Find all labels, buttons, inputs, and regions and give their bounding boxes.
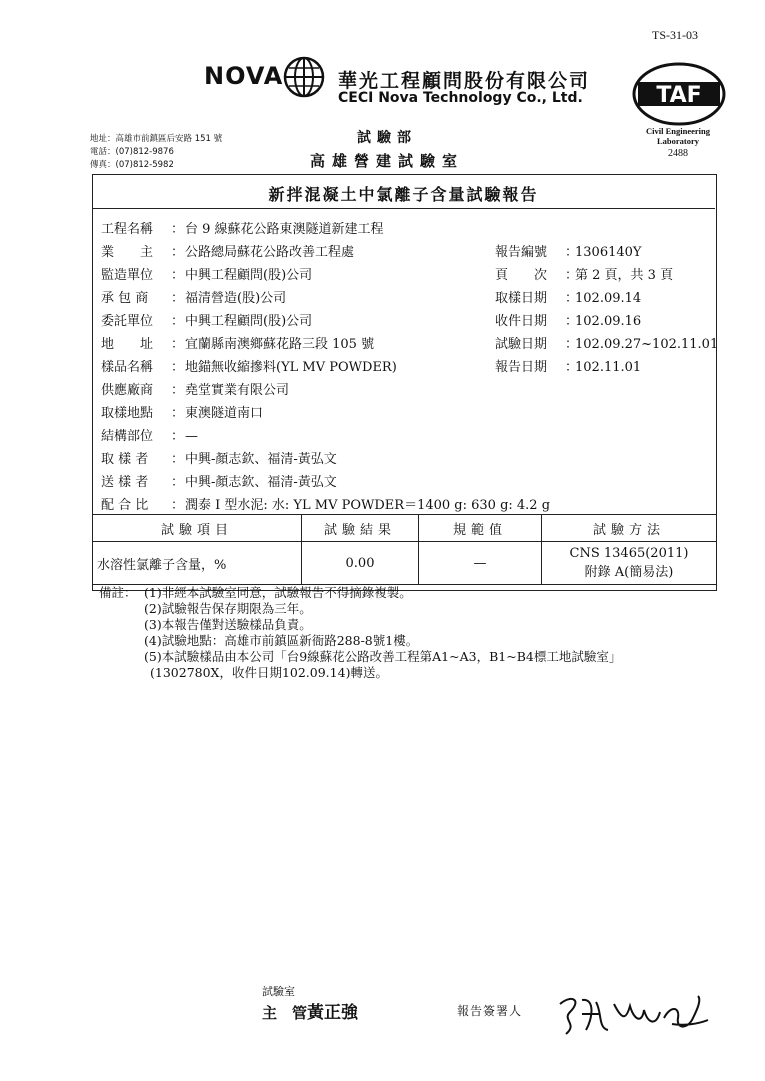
- note-line-5: (5)本試驗樣品由本公司「台9線蘇花公路改善工程第A1~A3，B1~B4標工地試驗室」: [144, 649, 622, 664]
- document-code: TS-31-03: [652, 28, 698, 42]
- field-mix-ratio: 配 合 比 ：潤泰 I 型水泥: 水: YL MV POWDER＝1400 g: 630 g: 4.2 g: [101, 498, 551, 513]
- col-test-result: 試驗結果: [302, 515, 419, 542]
- note-line-1: (1)非經本試驗室同意，試驗報告不得摘錄複製。: [144, 585, 412, 600]
- supervisor-title: 主 管: [262, 1004, 308, 1022]
- report-title: 新拌混凝土中氯離子含量試驗報告: [268, 185, 539, 204]
- company-name-en: CECI Nova Technology Co., Ltd.: [338, 90, 583, 106]
- field-supplier: 供應廠商 ：堯堂實業有限公司: [101, 383, 290, 398]
- taf-subtitle-1: Civil Engineering: [646, 126, 710, 136]
- meta-receipt-date: 收件日期 ：102.09.16: [495, 314, 642, 329]
- field-supervisor: 監造單位 ：中興工程顧問(股)公司: [101, 268, 313, 283]
- method-standard: CNS 13465(2011): [569, 546, 689, 561]
- field-sampler: 取 樣 者 ：中興-顏志欽、福清-黃弘文: [101, 452, 337, 467]
- table-row: [93, 542, 717, 585]
- table-header-row: [93, 515, 717, 542]
- field-sample-name: 樣品名稱 ：地錨無收縮摻料(YL MV POWDER): [101, 360, 397, 375]
- handwritten-signature: [552, 990, 712, 1038]
- taf-subtitle-2: Laboratory: [656, 136, 700, 146]
- taf-accreditation-logo: [632, 62, 726, 126]
- field-sampling-location: 取樣地點 ：東澳隧道南口: [101, 406, 264, 421]
- supervisor-name: 黃正強: [307, 1003, 359, 1023]
- lab-label: 試驗室: [262, 985, 295, 998]
- lab-name: 高雄營建試驗室: [310, 152, 465, 170]
- col-test-method: 試驗方法: [542, 515, 717, 542]
- field-address: 地 址 ：宜蘭縣南澳鄉蘇花路三段 105 號: [101, 337, 375, 352]
- department-name: 試驗部: [357, 130, 417, 146]
- notes-label: 備註：: [99, 585, 137, 600]
- col-test-item: 試驗項目: [93, 515, 302, 542]
- cell-test-item: 水溶性氯離子含量，%: [93, 542, 302, 585]
- company-name-zh: 華光工程顧問股份有限公司: [338, 70, 591, 92]
- method-annex: 附錄 A(簡易法): [584, 565, 674, 580]
- field-contractor: 承 包 商 ：福清營造(股)公司: [101, 291, 287, 306]
- note-line-2: (2)試驗報告保存期限為三年。: [144, 601, 312, 616]
- taf-number: 2488: [668, 148, 688, 159]
- address: 地址：高雄市前鎮區后安路 151 號: [90, 134, 223, 144]
- supervisor-signature: [262, 998, 358, 1023]
- field-submitter: 送 樣 者 ：中興-顏志欽、福清-黃弘文: [101, 475, 337, 490]
- meta-report-number: 報告編號 ：1306140Y: [495, 245, 642, 260]
- note-line-6: (1302780X，收件日期102.09.14)轉送。: [150, 665, 388, 680]
- field-client: 委託單位 ：中興工程顧問(股)公司: [101, 314, 313, 329]
- meta-test-date: 試驗日期 ：102.09.27~102.11.01: [495, 337, 719, 352]
- signer-label: 報告簽署人: [457, 1004, 523, 1018]
- note-line-4: (4)試驗地點：高雄市前鎮區新衙路288-8號1樓。: [144, 633, 419, 648]
- col-spec-value: 規範值: [419, 515, 542, 542]
- field-owner: 業 主 ：公路總局蘇花公路改善工程處: [101, 245, 355, 260]
- meta-page: 頁 次 ：第 2 頁，共 3 頁: [495, 268, 674, 283]
- note-line-3: (3)本報告僅對送驗樣品負責。: [144, 617, 312, 632]
- meta-report-date: 報告日期 ：102.11.01: [495, 360, 642, 375]
- fax: 傳真：(07)812-5982: [90, 160, 174, 170]
- globe-logo-icon: [283, 56, 325, 98]
- field-project-name: 工程名稱 ：台 9 線蘇花公路東澳隧道新建工程: [101, 222, 384, 237]
- phone: 電話：(07)812-9876: [90, 147, 174, 157]
- results-table: [92, 514, 717, 585]
- nova-logo-text: NOVA: [204, 62, 284, 90]
- meta-sampling-date: 取樣日期 ：102.09.14: [495, 291, 642, 306]
- cell-test-result: 0.00: [302, 542, 419, 585]
- cell-test-method: [542, 542, 717, 585]
- cell-spec-value: —: [419, 542, 542, 585]
- title-divider: [92, 208, 715, 209]
- taf-text: TAF: [656, 83, 702, 108]
- field-structure-part: 結構部位 ：—: [101, 429, 198, 444]
